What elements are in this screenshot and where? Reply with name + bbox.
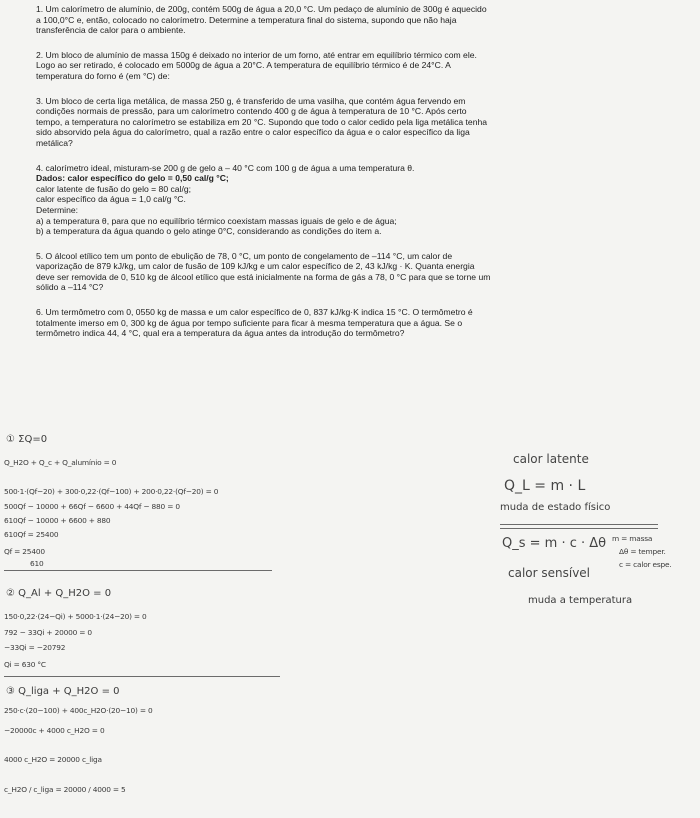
hw-note: muda de estado físico: [500, 502, 611, 513]
hw-line: 792 − 33Qi + 20000 = 0: [4, 628, 92, 637]
hw-answer-3-heading: ③ Q_liga + Q_H2O = 0: [6, 686, 120, 697]
question-line: calor latente de fusão do gelo = 80 cal/g;: [36, 183, 192, 194]
question-line: 3. Um bloco de certa liga metálica, de massa 250 g, é transferido de uma vasilha, que contém água fervendo em: [36, 95, 466, 106]
hw-line: −20000c + 4000 c_H2O = 0: [4, 726, 105, 735]
hw-formula: Q_s = m · c · Δθ: [502, 536, 607, 551]
hw-note-heading: calor sensível: [508, 566, 591, 580]
question-line: deve ser removida de 0, 510 kg de álcool etílico que está inicialmente na forma de gás a 78, 0 °C para que se torne um: [36, 271, 491, 282]
question-line: 5. O álcool etílico tem um ponto de ebulição de 78, 0 °C, um ponto de congelamento de –114 °C, um calor de: [36, 250, 453, 261]
hw-line: 610: [30, 559, 44, 568]
hw-line: 150·0,22·(24−Qi) + 5000·1·(24−20) = 0: [4, 612, 147, 621]
hw-divider: [500, 528, 658, 529]
hw-answer-1-heading: ① ΣQ=0: [6, 434, 48, 445]
question-line: Logo ao ser retirado, é colocado em 5000g de água a 20°C. A temperatura de equilíbrio térmico é de 24°C. A: [36, 60, 451, 71]
hw-note: c = calor espe.: [619, 560, 672, 569]
hw-line: 250·c·(20−100) + 400c_H2O·(20−10) = 0: [4, 706, 153, 715]
hw-note: Δθ = temper.: [619, 547, 666, 556]
hw-line: 500Qf − 10000 + 66Qf − 6600 + 44Qf − 880 = 0: [4, 502, 180, 511]
question-line: Dados: calor específico do gelo = 0,50 cal/g °C;: [36, 173, 229, 184]
question-line: sólido a –114 °C?: [36, 282, 104, 293]
question-line: a 100,0°C e, então, colocado no calorímetro. Determine a temperatura final do sistema, supondo que não haja: [36, 14, 457, 25]
question-line: calor específico da água = 1,0 cal/g °C.: [36, 194, 186, 205]
hw-line: 610Qf − 10000 + 6600 + 880: [4, 516, 111, 525]
question-line: transferência de calor para o ambiente.: [36, 25, 186, 36]
hw-note-heading: calor latente: [513, 452, 589, 466]
hw-note: muda a temperatura: [528, 595, 633, 606]
question-line: termômetro indica 44, 4 °C, qual era a temperatura da água antes da introdução do termômetro?: [36, 328, 405, 339]
question-1: [36, 4, 664, 36]
printed-questions: [36, 4, 664, 349]
question-4: [36, 163, 664, 237]
hw-divider: [500, 524, 658, 525]
question-line: b) a temperatura da água quando o gelo atinge 0°C, considerando as condições do item a.: [36, 226, 382, 237]
question-line: sido absorvido pela água do calorímetro, qual a razão entre o calor específico da água e o calor específico da liga: [36, 127, 470, 138]
hw-line: c_H2O / c_liga = 20000 / 4000 = 5: [4, 785, 126, 794]
question-line: temperatura do forno é (em °C) de:: [36, 70, 170, 81]
question-2: [36, 50, 664, 82]
hw-line: 500·1·(Qf−20) + 300·0,22·(Qf−100) + 200·0,22·(Qf−20) = 0: [4, 487, 219, 496]
hw-line: Q_H2O + Q_c + Q_alumínio = 0: [4, 458, 117, 467]
hw-answer-2-heading: ② Q_Al + Q_H2O = 0: [6, 588, 112, 599]
question-line: Determine:: [36, 204, 79, 215]
question-6: [36, 307, 664, 339]
hw-note: m = massa: [612, 534, 653, 543]
hw-line: Qf = 25400: [4, 547, 45, 556]
question-3: [36, 96, 664, 149]
question-5: [36, 251, 664, 293]
hw-line: Qi = 630 °C: [4, 660, 46, 669]
question-line: metálica?: [36, 137, 73, 148]
hw-divider: [4, 676, 280, 677]
hw-line: 610Qf = 25400: [4, 530, 59, 539]
question-line: tempo, a temperatura no calorímetro se estabiliza em 20 °C. Supondo que todo o calor cedido pela liga metálica tenha: [36, 116, 488, 127]
hw-divider: [4, 570, 272, 571]
question-line: 1. Um calorímetro de alumínio, de 200g, contém 500g de água a 20,0 °C. Um pedaço de alumínio de 300g é aquecido: [36, 4, 487, 14]
question-line: a) a temperatura θ, para que no equilíbrio térmico coexistam massas iguais de gelo e de água;: [36, 215, 397, 226]
question-line: 2. Um bloco de alumínio de massa 150g é deixado no interior de um forno, até entrar em equilíbrio térmico com ele.: [36, 49, 477, 60]
question-line: 4. calorímetro ideal, misturam-se 200 g de gelo a – 40 °C com 100 g de água a uma temperatura θ.: [36, 162, 415, 173]
hw-formula: Q_L = m · L: [504, 478, 586, 494]
question-line: condições normais de pressão, para um calorímetro contendo 400 g de água à temperatura de 10 °C. Após certo: [36, 106, 467, 117]
hw-line: −33Qi = −20792: [4, 643, 66, 652]
question-line: 6. Um termômetro com 0, 0550 kg de massa e um calor específico de 0, 837 kJ/kg·K indica 15 °C. O termômetro é: [36, 307, 473, 318]
question-line: vaporização de 879 kJ/kg, um calor de fusão de 109 kJ/kg e um calor específico de 2, 43 kJ/kg · K. Quanta energia: [36, 261, 475, 272]
question-line: totalmente imerso em 0, 300 kg de água por tempo suficiente para ficar à mesma temperatura que a água. Se o: [36, 317, 463, 328]
hw-line: 4000 c_H2O = 20000 c_liga: [4, 755, 102, 764]
